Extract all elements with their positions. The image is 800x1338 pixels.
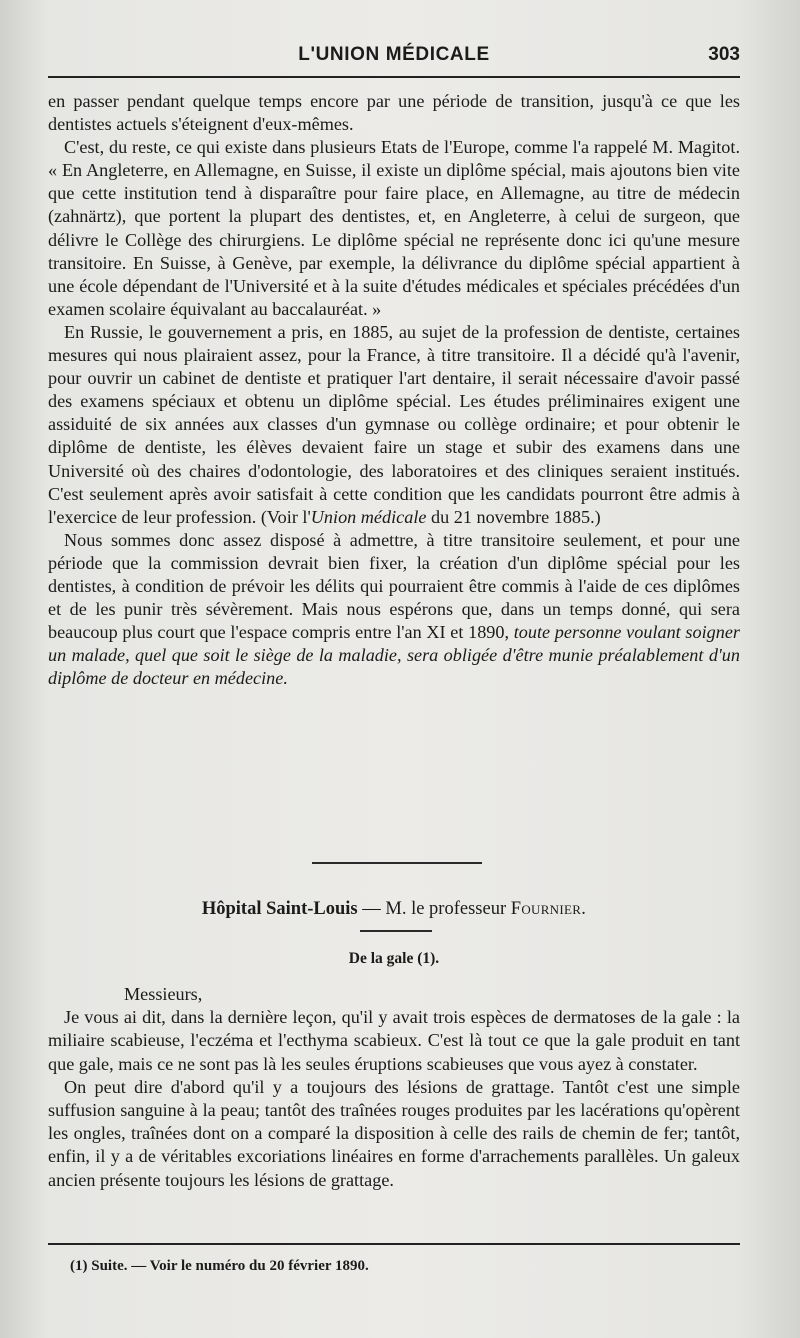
paragraph-russia-text: En Russie, le gouvernement a pris, en 1885, au sujet de la profession de dentiste, certaines mesures qui nous plairaient assez, pour la France, à titre transitoire. Il a décidé qu'à l'avenir, pour ouvrir un cabinet de dentiste et pratiquer l'art dentaire, il serait nécessaire d'avoir passé des examens spéciaux et obtenu un diplôme spécial. Les études préliminaires exigent une assiduité de six années aux classes d'un gymnase ou collège ordinaire; et pour obtenir le diplôme de dentiste, les élèves devaient faire un stage et subir des examens dans une Université où des chaires d'odontologie, des laboratoires et des cliniques seraient institués. C'est seulement après avoir satisfait à cette condition que les candidats pourront être admis à l'exercice de leur profession. (Voir l' <box>48 321 740 527</box>
paragraph-conclusion-text: Nous sommes donc assez disposé à admettre, à titre transitoire seulement, et pour une période que la commission devrait bien fixer, la création d'un diplôme spécial pour les dentistes, à condition de prévoir les délits qui pourraient être commis à l'aide de ces diplômes et de les punir très sévèrement. Mais nous espérons que, dans un temps donné, qui sera beaucoup plus court que l'espace compris entre l'an XI et 1890, <box>48 529 740 643</box>
paragraph-russia <box>48 321 740 529</box>
footnote: (1) Suite. — Voir le numéro du 20 février 1890. <box>70 1258 369 1274</box>
article-body <box>48 90 740 690</box>
professor-name: Fournier. <box>510 899 587 919</box>
paragraph-conclusion-italic: toute personne voulant soigner un malade, quel que soit le siège de la maladie, sera obligée d'être munie préalablement d'un diplôme de docteur en médecine. <box>48 622 740 689</box>
salutation: Messieurs, <box>124 984 203 1004</box>
running-title: L'UNION MÉDICALE <box>298 44 490 65</box>
journal-title-ref: Union médicale <box>310 506 427 527</box>
paragraph-conclusion <box>48 529 740 691</box>
section-divider <box>312 862 482 864</box>
page-header <box>48 44 740 74</box>
lecture-body <box>48 983 740 1192</box>
paragraph-russia-tail: du 21 novembre 1885.) <box>426 506 601 527</box>
hospital-name: Hôpital Saint-Louis <box>201 899 358 919</box>
paragraph-magitot-quote: C'est, du reste, ce qui existe dans plusieurs Etats de l'Europe, comme l'a rappelé M. Magitot. « En Angleterre, en Allemagne, en Suisse, il existe un diplôme spécial, mais ajoutons bien vite que cette institution tend à disparaître pour faire place, en Allemagne, au titre de médecin (zahnärtz), que portent la plupart des dentistes, et, en Angleterre, à celui de surgeon, que délivre le Collège des chirurgiens. Le diplôme spécial ne représente donc ici qu'une mesure transitoire. En Suisse, à Genève, par exemple, la délivrance du diplôme spécial appartient à une école dépendant de l'Université et à la suite d'études médicales et spéciales précédées d'un examen scolaire équivalant au baccalauréat. » <box>48 137 740 319</box>
heading-rule <box>360 930 432 932</box>
footnote-rule <box>48 1243 740 1245</box>
lecture-paragraph-2: On peut dire d'abord qu'il y a toujours des lésions de grattage. Tantôt c'est une simple suffusion sanguine à la peau; tantôt des traînées rouges produites par les lacérations qu'opèrent les ongles, traînées dont on a comparé la disposition à celle des rails de chemin de fer; tantôt, enfin, il y a de véritables excoriations linéaires en forme d'arrachements parallèles. Un galeux ancien présente toujours les lésions de grattage. <box>48 1076 740 1190</box>
lecture-heading <box>48 897 740 921</box>
lecture-paragraph-1: Je vous ai dit, dans la dernière leçon, qu'il y avait trois espèces de dermatoses de la gale : la miliaire scabieuse, l'eczéma et l'ecthyma scabieux. C'est là tout ce que la gale produit en tant que gale, mais ce ne sont pas là les seules éruptions scabieuses que vous ayez à constater. <box>48 1007 740 1074</box>
paragraph-continuation: en passer pendant quelque temps encore par une période de transition, jusqu'à ce que les dentistes actuels s'éteignent d'eux-mêmes. <box>48 91 740 135</box>
lecture-subtitle: De la gale (1). <box>348 950 440 967</box>
heading-dash: — M. le professeur <box>357 899 511 919</box>
page-number: 303 <box>708 44 740 65</box>
header-rule <box>48 76 740 78</box>
